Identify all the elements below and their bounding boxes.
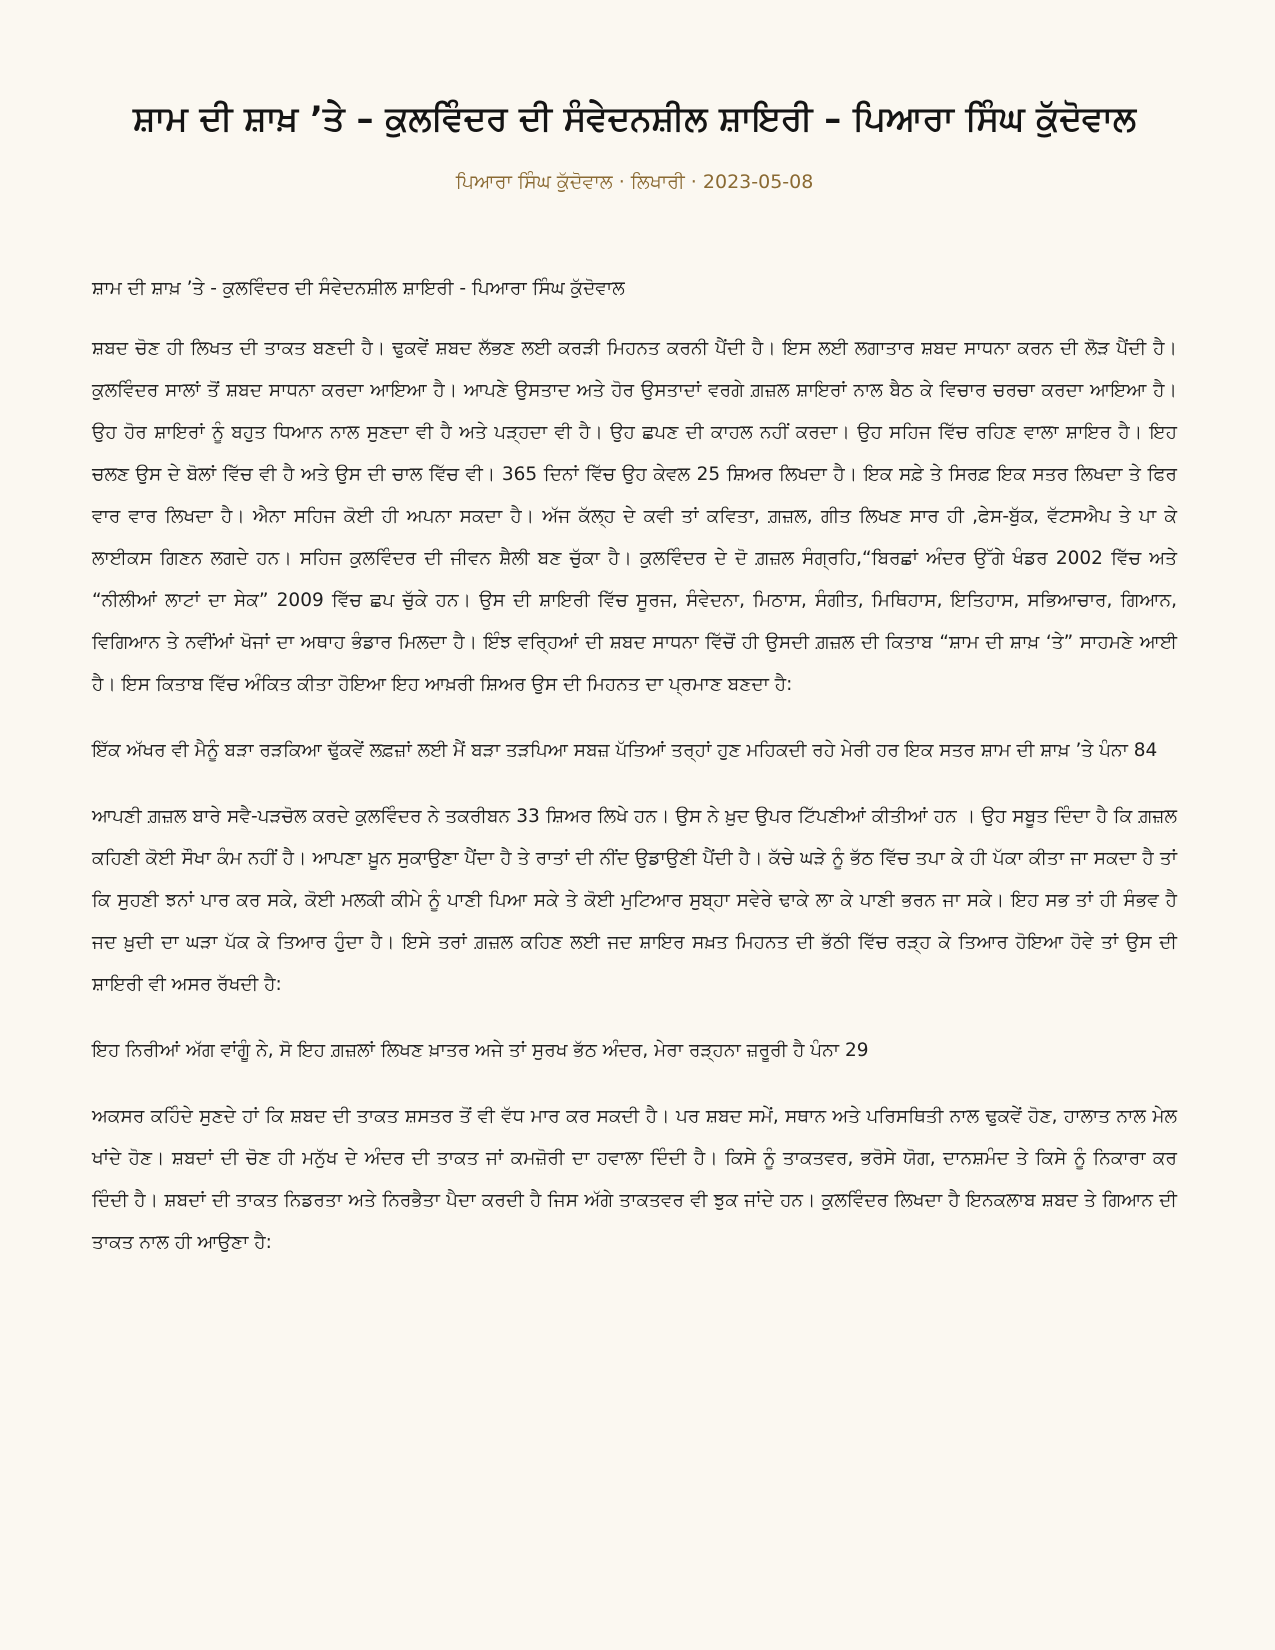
paragraph: ਅਕਸਰ ਕਹਿੰਦੇ ਸੁਣਦੇ ਹਾਂ ਕਿ ਸ਼ਬਦ ਦੀ ਤਾਕਤ ਸ਼ਸਤਰ ਤੋਂ ਵੀ ਵੱਧ ਮਾਰ ਕਰ ਸਕਦੀ ਹੈ। ਪਰ ਸ਼ਬਦ ਸਮੇਂ, ਸਥਾਨ ਅਤੇ ਪਰਿਸਥਿਤੀ ਨਾਲ ਢੁਕਵੇਂ ਹੋਣ, ਹਾਲਾਤ ਨਾਲ ਮੇਲ ਖਾਂਦੇ ਹੋਣ। ਸ਼ਬਦਾਂ ਦੀ ਚੋਣ ਹੀ ਮਨੁੱਖ ਦੇ ਅੰਦਰ ਦੀ ਤਾਕਤ ਜਾਂ ਕਮਜ਼ੋਰੀ ਦਾ ਹਵਾਲਾ ਦਿੰਦੀ ਹੈ। ਕਿਸੇ ਨੂੰ ਤਾਕਤਵਰ, ਭਰੋਸੇ ਯੋਗ, ਦਾਨਸ਼ਮੰਦ ਤੇ ਕਿਸੇ ਨੂੰ ਨਿਕਾਰਾ ਕਰ ਦਿੰਦੀ ਹੈ। ਸ਼ਬਦਾਂ ਦੀ ਤਾਕਤ ਨਿਡਰਤਾ ਅਤੇ ਨਿਰਭੈਤਾ ਪੈਦਾ ਕਰਦੀ ਹੈ ਜਿਸ ਅੱਗੇ ਤਾਕਤਵਰ ਵੀ ਝੁਕ ਜਾਂਦੇ ਹਨ। ਕੁਲਵਿੰਦਰ ਲਿਖਦਾ ਹੈ ਇਨਕਲਾਬ ਸ਼ਬਦ ਤੇ ਗਿਆਨ ਦੀ ਤਾਕਤ ਨਾਲ ਹੀ ਆਉਣਾ ਹੈ: — [92, 1106, 1177, 1253]
author-name: ਪਿਆਰਾ ਸਿੰਘ ਕੁੱਦੋਵਾਲ — [455, 171, 613, 193]
paragraph: ਸ਼ਬਦ ਚੋਣ ਹੀ ਲਿਖਤ ਦੀ ਤਾਕਤ ਬਣਦੀ ਹੈ। ਢੁਕਵੇਂ ਸ਼ਬਦ ਲੱਭਣ ਲਈ ਕਰੜੀ ਮਿਹਨਤ ਕਰਨੀ ਪੈਂਦੀ ਹੈ। ਇਸ ਲਈ ਲਗਾਤਾਰ ਸ਼ਬਦ ਸਾਧਨਾ ਕਰਨ ਦੀ ਲੋੜ ਪੈਂਦੀ ਹੈ। ਕੁਲਵਿੰਦਰ ਸਾਲਾਂ ਤੋਂ ਸ਼ਬਦ ਸਾਧਨਾ ਕਰਦਾ ਆਇਆ ਹੈ। ਆਪਣੇ ਉਸਤਾਦ ਅਤੇ ਹੋਰ ਉਸਤਾਦਾਂ ਵਰਗੇ ਗ਼ਜ਼ਲ ਸ਼ਾਇਰਾਂ ਨਾਲ ਬੈਠ ਕੇ ਵਿਚਾਰ ਚਰਚਾ ਕਰਦਾ ਆਇਆ ਹੈ। ਉਹ ਹੋਰ ਸ਼ਾਇਰਾਂ ਨੂੰ ਬਹੁਤ ਧਿਆਨ ਨਾਲ ਸੁਣਦਾ ਵੀ ਹੈ ਅਤੇ ਪੜ੍ਹਦਾ ਵੀ ਹੈ। ਉਹ ਛਪਣ ਦੀ ਕਾਹਲ ਨਹੀਂ ਕਰਦਾ। ਉਹ ਸਹਿਜ ਵਿੱਚ ਰਹਿਣ ਵਾਲਾ ਸ਼ਾਇਰ ਹੈ। ਇਹ ਚਲਣ ਉਸ ਦੇ ਬੋਲਾਂ ਵਿੱਚ ਵੀ ਹੈ ਅਤੇ ਉਸ ਦੀ ਚਾਲ ਵਿੱਚ ਵੀ। 365 ਦਿਨਾਂ ਵਿੱਚ ਉਹ ਕੇਵਲ 25 ਸ਼ਿਅਰ ਲਿਖਦਾ ਹੈ। ਇਕ ਸਫ਼ੇ ਤੇ ਸਿਰਫ਼ ਇਕ ਸਤਰ ਲਿਖਦਾ ਤੇ ਫਿਰ ਵਾਰ ਵਾਰ ਲਿਖਦਾ ਹੈ। ਐਨਾ ਸਹਿਜ ਕੋਈ ਹੀ ਅਪਨਾ ਸਕਦਾ ਹੈ। ਅੱਜ ਕੱਲ੍ਹ ਦੇ ਕਵੀ ਤਾਂ ਕਵਿਤਾ, ਗ਼ਜ਼ਲ, ਗੀਤ ਲਿਖਣ ਸਾਰ ਹੀ ,ਫੇਸ-ਬੁੱਕ, ਵੱਟਸਐਪ ਤੇ ਪਾ ਕੇ ਲਾਈਕਸ ਗਿਣਨ ਲਗਦੇ ਹਨ। ਸਹਿਜ ਕੁਲਵਿੰਦਰ ਦੀ ਜੀਵਨ ਸ਼ੈਲੀ ਬਣ ਚੁੱਕਾ ਹੈ। ਕੁਲਵਿੰਦਰ ਦੇ ਦੋ ਗ਼ਜ਼ਲ ਸੰਗ੍ਰਹਿ,“ਬਿਰਛਾਂ ਅੰਦਰ ਉੱਗੇ ਖੰਡਰ 2002 ਵਿੱਚ ਅਤੇ “ਨੀਲੀਆਂ ਲਾਟਾਂ ਦਾ ਸੇਕ” 2009 ਵਿੱਚ ਛਪ ਚੁੱਕੇ ਹਨ। ਉਸ ਦੀ ਸ਼ਾਇਰੀ ਵਿੱਚ ਸੂਰਜ, ਸੰਵੇਦਨਾ, ਮਿਠਾਸ, ਸੰਗੀਤ, ਮਿਥਿਹਾਸ, ਇਤਿਹਾਸ, ਸਭਿਆਚਾਰ, ਗਿਆਨ, ਵਿਗਿਆਨ ਤੇ ਨਵੀਂਆਂ ਖੋਜਾਂ ਦਾ ਅਥਾਹ ਭੰਡਾਰ ਮਿਲਦਾ ਹੈ। ਇੰਝ ਵਰ੍ਹਿਆਂ ਦੀ ਸ਼ਬਦ ਸਾਧਨਾ ਵਿੱਚੋਂ ਹੀ ਉਸਦੀ ਗ਼ਜ਼ਲ ਦੀ ਕਿਤਾਬ “ਸ਼ਾਮ ਦੀ ਸ਼ਾਖ਼ ‘ਤੇ” ਸਾਹਮਣੇ ਆਈ ਹੈ। ਇਸ ਕਿਤਾਬ ਵਿੱਚ ਅੰਕਿਤ ਕੀਤਾ ਹੋਇਆ ਇਹ ਆਖ਼ਰੀ ਸ਼ਿਅਰ ਉਸ ਦੀ ਮਿਹਨਤ ਦਾ ਪ੍ਰਮਾਣ ਬਣਦਾ ਹੈ: — [92, 338, 1177, 695]
article-title: ਸ਼ਾਮ ਦੀ ਸ਼ਾਖ਼ ’ਤੇ – ਕੁਲਵਿੰਦਰ ਦੀ ਸੰਵੇਦਨਸ਼ੀਲ ਸ਼ਾਇਰੀ – ਪਿਆਰਾ ਸਿੰਘ ਕੁੱਦੋਵਾਲ — [133, 99, 1136, 139]
article-body — [92, 268, 1177, 1264]
paragraph: ਆਪਣੀ ਗ਼ਜ਼ਲ ਬਾਰੇ ਸਵੈ-ਪੜਚੋਲ ਕਰਦੇ ਕੁਲਵਿੰਦਰ ਨੇ ਤਕਰੀਬਨ 33 ਸ਼ਿਅਰ ਲਿਖੇ ਹਨ। ਉਸ ਨੇ ਖ਼ੁਦ ਉਪਰ ਟਿੱਪਣੀਆਂ ਕੀਤੀਆਂ ਹਨ । ਉਹ ਸਬੂਤ ਦਿੰਦਾ ਹੈ ਕਿ ਗ਼ਜ਼ਲ ਕਹਿਣੀ ਕੋਈ ਸੌਖਾ ਕੰਮ ਨਹੀਂ ਹੈ। ਆਪਣਾ ਖ਼ੂਨ ਸੁਕਾਉਣਾ ਪੈਂਦਾ ਹੈ ਤੇ ਰਾਤਾਂ ਦੀ ਨੀਂਦ ਉਡਾਉਣੀ ਪੈਂਦੀ ਹੈ। ਕੱਚੇ ਘੜੇ ਨੂੰ ਭੱਠ ਵਿੱਚ ਤਪਾ ਕੇ ਹੀ ਪੱਕਾ ਕੀਤਾ ਜਾ ਸਕਦਾ ਹੈ ਤਾਂ ਕਿ ਸੁਹਣੀ ਝਨਾਂ ਪਾਰ ਕਰ ਸਕੇ, ਕੋਈ ਮਲਕੀ ਕੀਮੇ ਨੂੰ ਪਾਣੀ ਪਿਆ ਸਕੇ ਤੇ ਕੋਈ ਮੁਟਿਆਰ ਸੁਬ੍ਹਾ ਸਵੇਰੇ ਢਾਕੇ ਲਾ ਕੇ ਪਾਣੀ ਭਰਨ ਜਾ ਸਕੇ। ਇਹ ਸਭ ਤਾਂ ਹੀ ਸੰਭਵ ਹੈ ਜਦ ਖ਼ੁਦੀ ਦਾ ਘੜਾ ਪੱਕ ਕੇ ਤਿਆਰ ਹੁੰਦਾ ਹੈ। ਇਸੇ ਤਰਾਂ ਗ਼ਜ਼ਲ ਕਹਿਣ ਲਈ ਜਦ ਸ਼ਾਇਰ ਸਖ਼ਤ ਮਿਹਨਤ ਦੀ ਭੱਠੀ ਵਿੱਚ ਰੜ੍ਹ ਕੇ ਤਿਆਰ ਹੋਇਆ ਹੋਵੇ ਤਾਂ ਉਸ ਦੀ ਸ਼ਾਇਰੀ ਵੀ ਅਸਰ ਰੱਖਦੀ ਹੈ: — [92, 806, 1177, 995]
article-subheading: ਸ਼ਾਮ ਦੀ ਸ਼ਾਖ਼ ’ਤੇ - ਕੁਲਵਿੰਦਰ ਦੀ ਸੰਵੇਦਨਸ਼ੀਲ ਸ਼ਾਇਰੀ - ਪਿਆਰਾ ਸਿੰਘ ਕੁੱਦੋਵਾਲ — [92, 278, 625, 299]
article-byline — [92, 168, 1177, 196]
author-role: ਲਿਖਾਰੀ — [630, 171, 685, 193]
byline-separator: · — [618, 171, 625, 193]
verse-quote: ਇਹ ਨਿਰੀਆਂ ਅੱਗ ਵਾਂਗੂੰ ਨੇ, ਸੋ ਇਹ ਗ਼ਜ਼ਲਾਂ ਲਿਖਣ ਖ਼ਾਤਰ ਅਜੇ ਤਾਂ ਸੁਰਖ ਭੱਠ ਅੰਦਰ, ਮੇਰਾ ਰੜ੍ਹਨਾ ਜ਼ਰੂਰੀ ਹੈ ਪੰਨਾ 29 — [92, 1040, 869, 1061]
publish-date: 2023-05-08 — [702, 171, 814, 193]
byline-separator: · — [690, 171, 697, 193]
verse-quote: ਇੱਕ ਅੱਖਰ ਵੀ ਮੈਨੂੰ ਬੜਾ ਰੜਕਿਆ ਢੁੱਕਵੇਂ ਲਫ਼ਜ਼ਾਂ ਲਈ ਮੈਂ ਬੜਾ ਤੜਪਿਆ ਸਬਜ਼ ਪੱਤਿਆਂ ਤਰ੍ਹਾਂ ਹੁਣ ਮਹਿਕਦੀ ਰਹੇ ਮੇਰੀ ਹਰ ਇਕ ਸਤਰ ਸ਼ਾਮ ਦੀ ਸ਼ਾਖ਼ ’ਤੇ ਪੰਨਾ 84 — [92, 740, 1158, 761]
